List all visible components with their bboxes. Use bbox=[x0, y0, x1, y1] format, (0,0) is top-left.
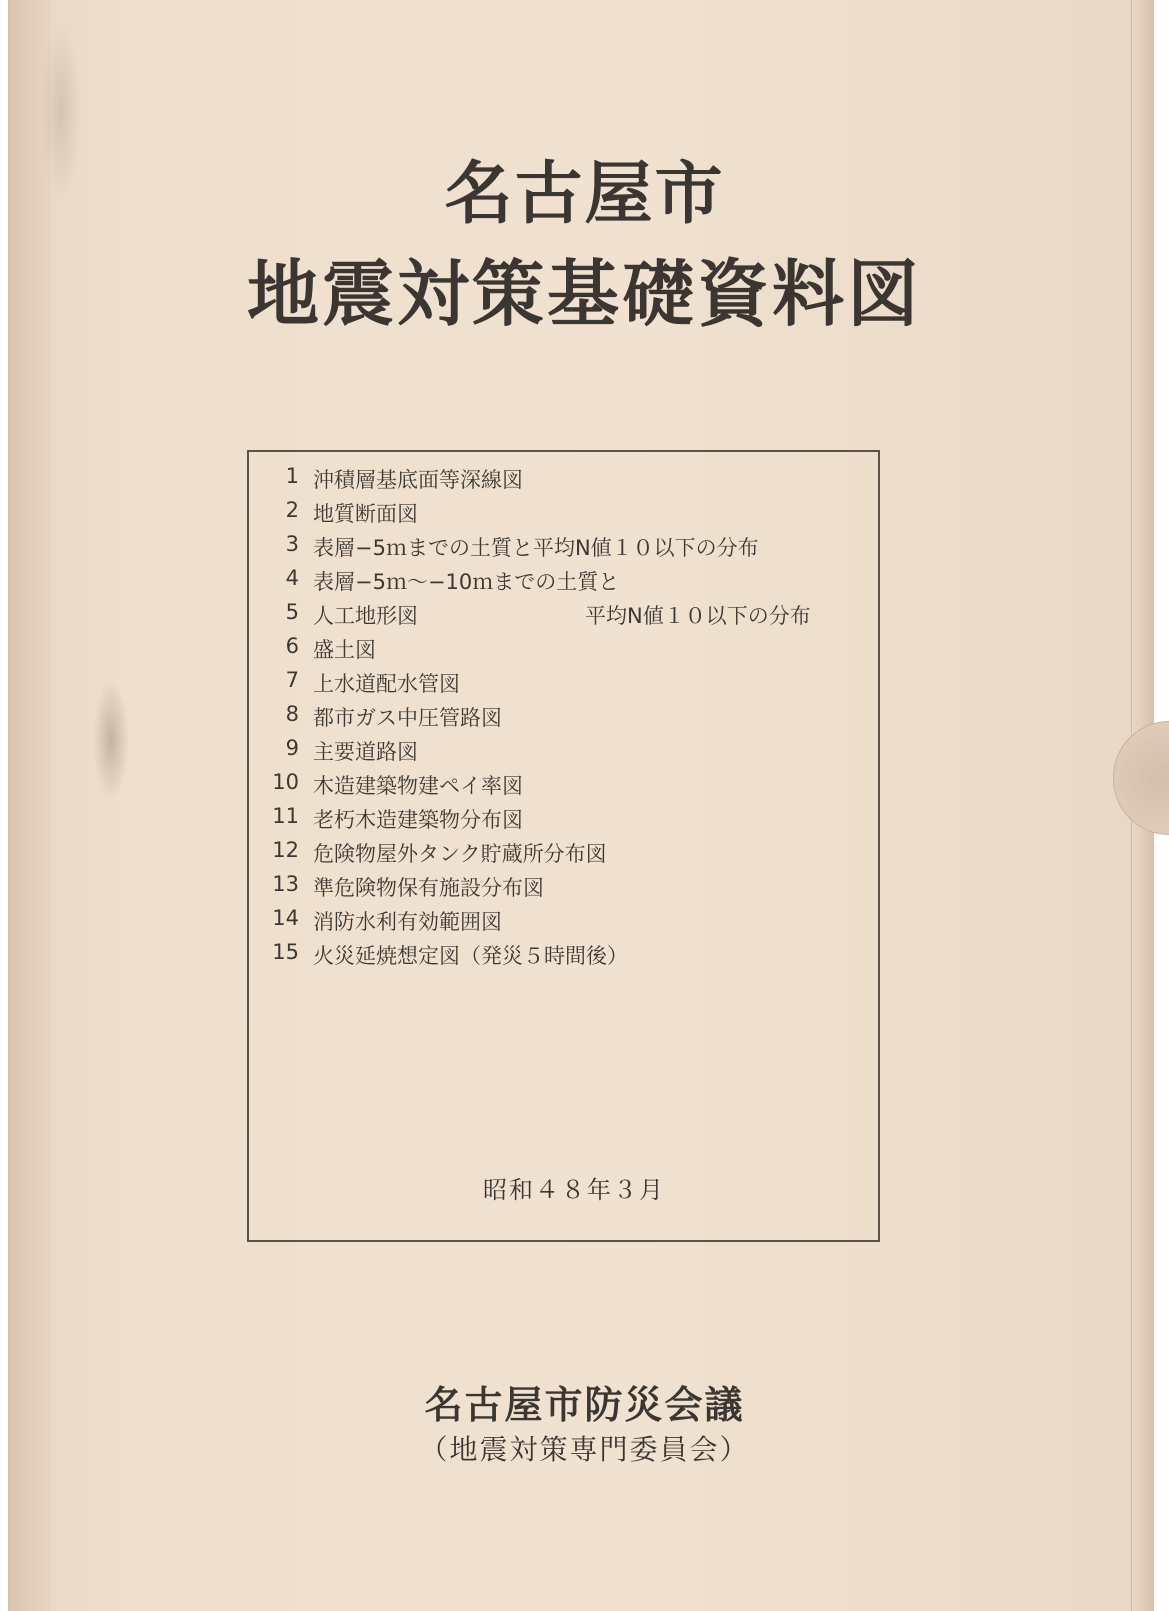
item-label: 木造建築物建ペイ率図 bbox=[313, 774, 523, 798]
contents-item bbox=[249, 906, 879, 936]
item-label: 都市ガス中圧管路図 bbox=[313, 706, 502, 730]
item-number: 6 bbox=[285, 634, 299, 658]
contents-item bbox=[249, 600, 879, 630]
smudge bbox=[93, 680, 129, 800]
contents-item bbox=[249, 736, 879, 766]
item-number: 15 bbox=[272, 940, 299, 964]
contents-item bbox=[249, 702, 879, 732]
title-main: 地震対策基礎資料図 bbox=[246, 251, 922, 336]
title-city: 名古屋市 bbox=[444, 154, 725, 234]
item-label: 地質断面図 bbox=[313, 502, 418, 526]
contents-item bbox=[249, 804, 879, 834]
item-label: 沖積層基底面等深線図 bbox=[313, 468, 523, 492]
item-number: 1 bbox=[285, 464, 299, 488]
item-number: 10 bbox=[272, 770, 299, 794]
item-number: 5 bbox=[285, 600, 299, 624]
item-label: 人工地形図 bbox=[313, 604, 418, 628]
contents-item bbox=[249, 668, 879, 698]
item-number: 11 bbox=[272, 804, 299, 828]
item-label: 老朽木造建築物分布図 bbox=[313, 808, 523, 832]
item-label: 上水道配水管図 bbox=[313, 672, 460, 696]
item-label: 表層−5ｍ〜−10ｍまでの土質と bbox=[313, 570, 620, 594]
item-number: 8 bbox=[285, 702, 299, 726]
item-label: 準危険物保有施設分布図 bbox=[313, 876, 544, 900]
item-number: 2 bbox=[285, 498, 299, 522]
item-number: 12 bbox=[272, 838, 299, 862]
publication-date: 昭和４８年３月 bbox=[483, 1176, 665, 1204]
contents-item bbox=[249, 838, 879, 868]
contents-item bbox=[249, 770, 879, 800]
item-number: 7 bbox=[285, 668, 299, 692]
item-label: 盛土図 bbox=[313, 638, 376, 662]
contents-item bbox=[249, 566, 879, 596]
item-label: 危険物屋外タンク貯蔵所分布図 bbox=[313, 842, 607, 866]
contents-item bbox=[249, 872, 879, 902]
publisher-subtitle: （地震対策専門委員会） bbox=[419, 1433, 750, 1466]
item-label: 主要道路図 bbox=[313, 740, 418, 764]
contents-item bbox=[249, 464, 879, 494]
item-number: 14 bbox=[272, 906, 299, 930]
item-label-continuation: 平均N値１０以下の分布 bbox=[585, 604, 811, 628]
item-label: 消防水利有効範囲図 bbox=[313, 910, 502, 934]
contents-item bbox=[249, 940, 879, 970]
item-number: 4 bbox=[285, 566, 299, 590]
item-number: 9 bbox=[285, 736, 299, 760]
contents-item bbox=[249, 532, 879, 562]
item-number: 3 bbox=[285, 532, 299, 556]
contents-item bbox=[249, 498, 879, 528]
contents-box bbox=[247, 450, 880, 1242]
contents-item bbox=[249, 634, 879, 664]
item-number: 13 bbox=[272, 872, 299, 896]
publisher: 名古屋市防災会議 bbox=[424, 1382, 745, 1427]
item-label: 火災延焼想定図（発災５時間後） bbox=[313, 944, 628, 968]
item-label: 表層−5ｍまでの土質と平均N値１０以下の分布 bbox=[313, 536, 759, 560]
